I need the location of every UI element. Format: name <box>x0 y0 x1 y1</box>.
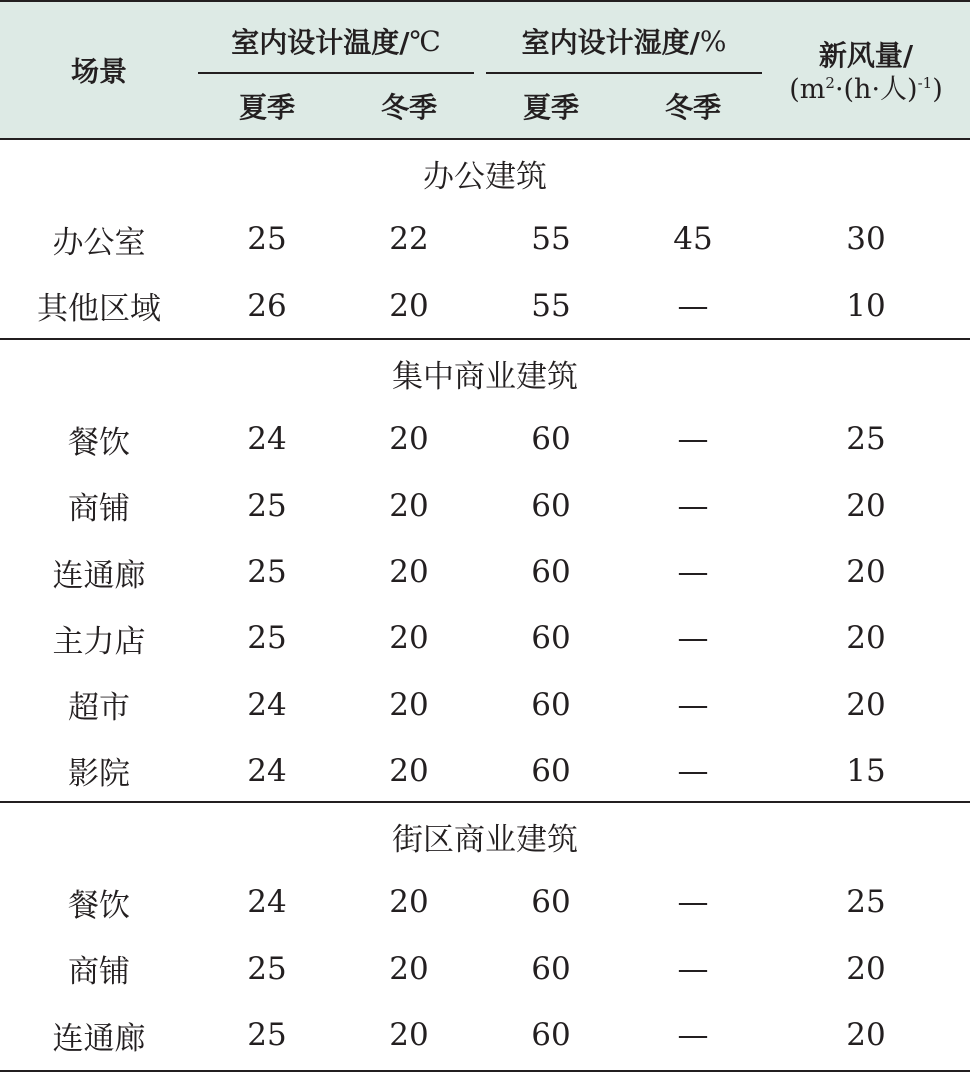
cell-temp-winter <box>340 206 478 272</box>
cell-value: 24 <box>247 752 287 789</box>
cell-value: 影院 <box>68 756 130 793</box>
cell-fresh-air <box>762 539 970 605</box>
cell-value: 20 <box>389 287 429 324</box>
cell-value: 20 <box>389 1017 429 1054</box>
cell-humid-summer <box>482 672 620 738</box>
cell-temp-winter <box>340 869 478 935</box>
cell-humid-winter <box>624 206 762 272</box>
cell-temp-winter <box>340 406 478 472</box>
cell-temp-summer <box>198 936 336 1002</box>
cell-value: 25 <box>247 554 287 591</box>
cell-humid-summer <box>482 473 620 539</box>
cell-value: 26 <box>247 287 287 324</box>
cell-temp-winter <box>340 672 478 738</box>
cell-temp-summer <box>198 273 336 339</box>
cell-value: 25 <box>247 620 287 657</box>
group-title: 办公建筑 <box>423 158 547 195</box>
cell-value: 25 <box>247 950 287 987</box>
cell-scene <box>0 206 198 272</box>
cell-value: 60 <box>531 554 571 591</box>
cell-humid-winter <box>624 473 762 539</box>
cell-scene <box>0 406 198 472</box>
cell-humid-summer <box>482 936 620 1002</box>
cell-value: 45 <box>673 221 713 258</box>
cell-scene <box>0 273 198 339</box>
humid-summer-label: 夏季 <box>522 91 579 124</box>
cell-humid-winter <box>624 936 762 1002</box>
cell-value: 10 <box>846 287 886 324</box>
cell-temp-summer <box>198 1002 336 1068</box>
cell-scene <box>0 605 198 671</box>
cell-humid-winter <box>624 406 762 472</box>
cell-humid-winter <box>624 1002 762 1068</box>
cell-value: 连通廊 <box>52 1020 146 1057</box>
cell-value: 24 <box>247 884 287 921</box>
cell-value: 25 <box>247 221 287 258</box>
cell-value: — <box>677 884 709 921</box>
cell-fresh-air <box>762 273 970 339</box>
cell-humid-summer <box>482 1002 620 1068</box>
cell-value: 22 <box>389 221 429 258</box>
cell-temp-winter <box>340 473 478 539</box>
cell-value: — <box>677 487 709 524</box>
cell-value: — <box>677 554 709 591</box>
cell-temp-summer <box>198 869 336 935</box>
temperature-group-label: 室内设计温度/ <box>231 26 410 59</box>
cell-value: 20 <box>389 620 429 657</box>
cell-value: 60 <box>531 884 571 921</box>
cell-humid-winter <box>624 273 762 339</box>
cell-value: 60 <box>531 752 571 789</box>
cell-scene <box>0 869 198 935</box>
cell-value: 60 <box>531 620 571 657</box>
cell-fresh-air <box>762 605 970 671</box>
cell-value: 25 <box>247 1017 287 1054</box>
cell-humid-summer <box>482 605 620 671</box>
cell-humid-winter <box>624 738 762 804</box>
cell-humid-winter <box>624 672 762 738</box>
cell-humid-winter <box>624 539 762 605</box>
cell-temp-summer <box>198 672 336 738</box>
cell-value: — <box>677 752 709 789</box>
cell-value: 25 <box>846 884 886 921</box>
cell-value: 60 <box>531 950 571 987</box>
cell-value: 55 <box>531 287 571 324</box>
temp-winter-label: 冬季 <box>380 91 437 124</box>
cell-humid-summer <box>482 273 620 339</box>
temperature-unit: ℃ <box>409 24 441 58</box>
cell-value: 20 <box>846 487 886 524</box>
cell-temp-summer <box>198 206 336 272</box>
cell-fresh-air <box>762 206 970 272</box>
cell-scene <box>0 672 198 738</box>
cell-value: 20 <box>389 554 429 591</box>
cell-scene <box>0 1002 198 1068</box>
cell-value: 25 <box>846 421 886 458</box>
cell-value: 20 <box>389 884 429 921</box>
cell-humid-winter <box>624 869 762 935</box>
cell-value: 20 <box>389 752 429 789</box>
cell-value: 餐饮 <box>68 887 130 924</box>
cell-scene <box>0 473 198 539</box>
cell-value: 60 <box>531 487 571 524</box>
cell-fresh-air <box>762 738 970 804</box>
cell-temp-winter <box>340 539 478 605</box>
cell-temp-winter <box>340 605 478 671</box>
cell-value: — <box>677 950 709 987</box>
cell-value: 20 <box>846 554 886 591</box>
cell-value: 15 <box>846 752 886 789</box>
humid-winter-label: 冬季 <box>664 91 721 124</box>
humidity-unit: % <box>699 24 727 58</box>
group-title: 街区商业建筑 <box>392 821 578 858</box>
cell-humid-summer <box>482 206 620 272</box>
cell-value: 20 <box>389 950 429 987</box>
cell-value: 20 <box>846 686 886 723</box>
fresh-air-label: 新风量/ <box>818 38 914 72</box>
cell-scene <box>0 936 198 1002</box>
cell-value: — <box>677 421 709 458</box>
cell-value: 20 <box>846 950 886 987</box>
cell-value: 60 <box>531 421 571 458</box>
cell-value: — <box>677 287 709 324</box>
cell-value: 24 <box>247 421 287 458</box>
cell-value: 超市 <box>68 690 130 727</box>
cell-value: 连通廊 <box>52 557 146 594</box>
cell-temp-summer <box>198 473 336 539</box>
cell-fresh-air <box>762 1002 970 1068</box>
fresh-air-unit: ($m^2\cdot(h\cdot$人)$^{-1}$) <box>789 73 943 105</box>
cell-humid-summer <box>482 738 620 804</box>
cell-fresh-air <box>762 406 970 472</box>
cell-value: 办公室 <box>52 224 146 261</box>
cell-value: 25 <box>247 487 287 524</box>
cell-humid-winter <box>624 605 762 671</box>
temp-summer-label: 夏季 <box>238 91 295 124</box>
cell-value: 商铺 <box>68 491 130 528</box>
cell-value: 其他区域 <box>37 291 161 328</box>
group-title: 集中商业建筑 <box>392 358 578 395</box>
cell-value: 餐饮 <box>68 424 130 461</box>
cell-temp-winter <box>340 1002 478 1068</box>
cell-temp-summer <box>198 605 336 671</box>
cell-temp-winter <box>340 273 478 339</box>
cell-scene <box>0 539 198 605</box>
cell-value: 60 <box>531 686 571 723</box>
header-scene-label: 场景 <box>70 55 127 88</box>
cell-temp-winter <box>340 738 478 804</box>
cell-value: 20 <box>389 421 429 458</box>
cell-value: 20 <box>389 487 429 524</box>
cell-value: — <box>677 620 709 657</box>
cell-scene <box>0 738 198 804</box>
cell-value: 20 <box>389 686 429 723</box>
cell-humid-summer <box>482 869 620 935</box>
cell-temp-summer <box>198 738 336 804</box>
cell-value: 24 <box>247 686 287 723</box>
cell-value: 20 <box>846 620 886 657</box>
cell-value: 30 <box>846 221 886 258</box>
cell-temp-winter <box>340 936 478 1002</box>
cell-value: 55 <box>531 221 571 258</box>
cell-humid-summer <box>482 539 620 605</box>
cell-value: 60 <box>531 1017 571 1054</box>
cell-temp-summer <box>198 539 336 605</box>
cell-value: — <box>677 686 709 723</box>
cell-value: 商铺 <box>68 954 130 991</box>
cell-fresh-air <box>762 936 970 1002</box>
cell-value: 主力店 <box>52 623 146 660</box>
cell-humid-summer <box>482 406 620 472</box>
cell-fresh-air <box>762 473 970 539</box>
humidity-group-label: 室内设计湿度/ <box>521 26 700 59</box>
cell-value: 20 <box>846 1017 886 1054</box>
cell-value: — <box>677 1017 709 1054</box>
cell-temp-summer <box>198 406 336 472</box>
cell-fresh-air <box>762 869 970 935</box>
cell-fresh-air <box>762 672 970 738</box>
